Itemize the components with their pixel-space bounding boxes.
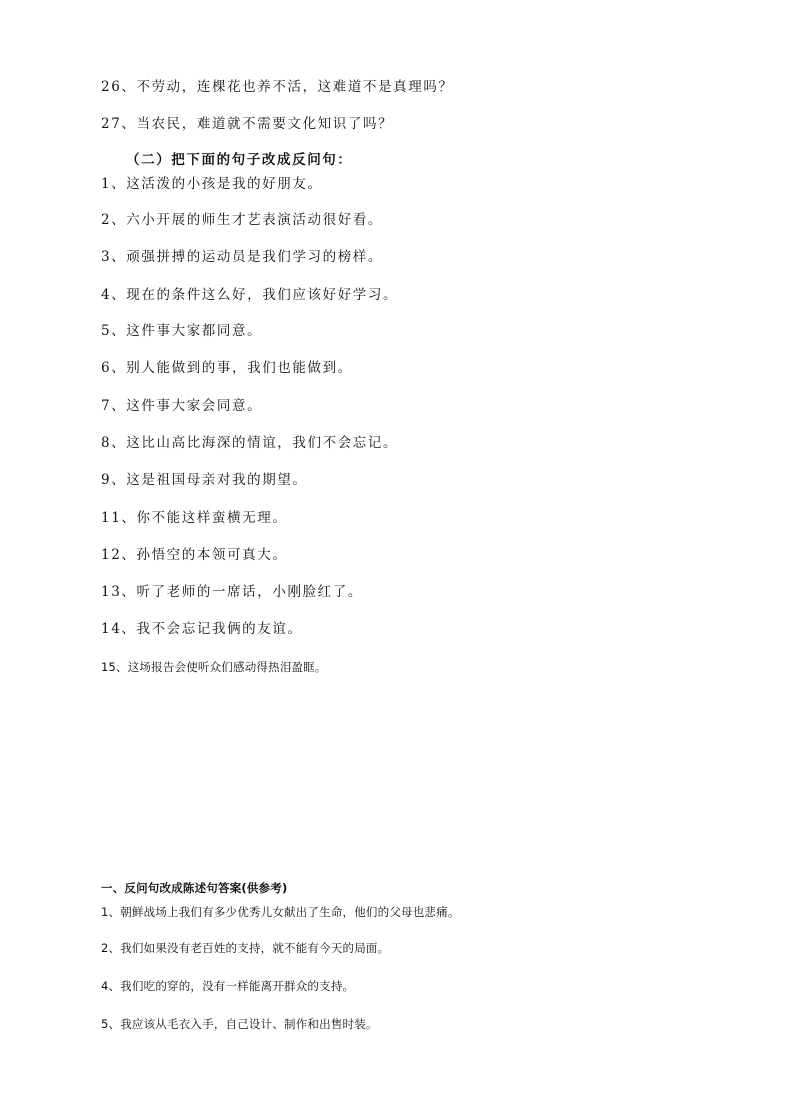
answer-item: 4、我们吃的穿的，没有一样能离开群众的支持。	[101, 979, 355, 993]
answer-item: 1、朝鲜战场上我们有多少优秀儿女献出了生命，他们的父母也悲痛。	[101, 905, 460, 919]
question-27: 27、当农民，难道就不需要文化知识了吗？	[101, 116, 394, 132]
sentence-item: 2、六小开展的师生才艺表演活动很好看。	[101, 212, 383, 228]
sentence-item: 15、这场报告会使听众们感动得热泪盈眶。	[101, 660, 327, 674]
section-2-heading: （二）把下面的句子改成反问句：	[126, 152, 353, 168]
sentence-item: 6、别人能做到的事，我们也能做到。	[101, 360, 353, 376]
sentence-item: 9、这是祖国母亲对我的期望。	[101, 472, 308, 488]
sentence-item: 4、现在的条件这么好，我们应该好好学习。	[101, 287, 399, 303]
question-26: 26、不劳动，连棵花也养不活，这难道不是真理吗？	[101, 79, 454, 95]
sentence-item: 7、这件事大家会同意。	[101, 398, 263, 414]
sentence-item: 1、这活泼的小孩是我的好朋友。	[101, 176, 323, 192]
sentence-item: 5、这件事大家都同意。	[101, 323, 263, 339]
answer-item: 5、我应该从毛衣入手，自己设计、制作和出售时装。	[101, 1017, 378, 1031]
sentence-item: 11、你不能这样蛮横无理。	[101, 510, 288, 526]
answer-item: 2、我们如果没有老百姓的支持，就不能有今天的局面。	[101, 941, 390, 955]
sentence-item: 13、听了老师的一席话，小刚脸红了。	[101, 584, 363, 600]
sentence-item: 3、顽强拼搏的运动员是我们学习的榜样。	[101, 249, 383, 265]
answers-heading: 一、反问句改成陈述句答案(供参考)	[101, 881, 288, 895]
sentence-item: 14、我不会忘记我俩的友谊。	[101, 621, 303, 637]
sentence-item: 8、这比山高比海深的情谊，我们不会忘记。	[101, 435, 399, 451]
sentence-item: 12、孙悟空的本领可真大。	[101, 547, 288, 563]
